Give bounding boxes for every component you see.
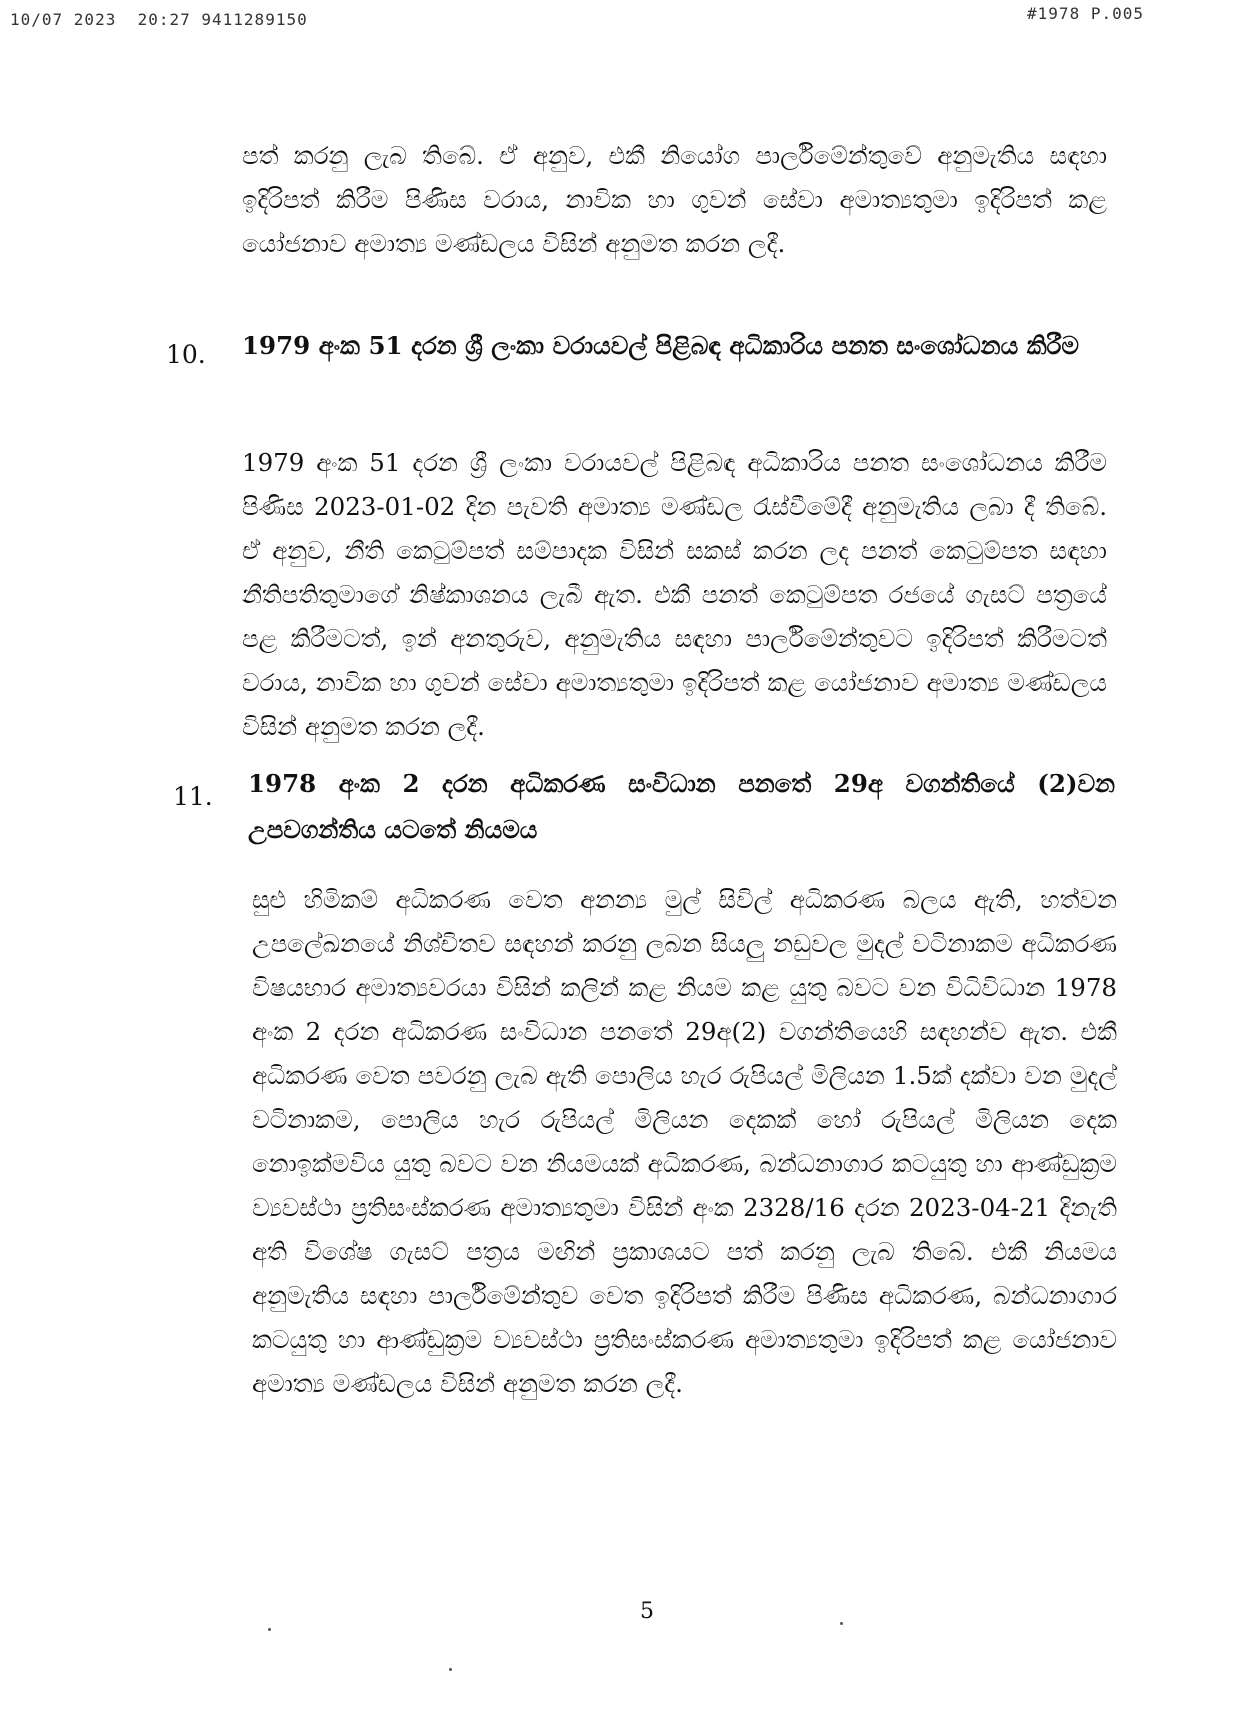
section-11-body: සුළු හිමිකම් අධිකරණ වෙත අනන්‍ය මුල් සිවිල් අධිකරණ බලය ඇති, හත්වන උපලේඛනයේ නිශ්චිතව සඳහන් කරනු ලබන සියලු නඩුවල මුදල් වටිනාකම අධිකරණ විෂයභාර අමාත්‍යවරයා විසින් කලින් කළ නියම කළ යුතු බවට වන විධිවිධාන 1978 අංක 2 දරන අධිකරණ සංවිධාන පනතේ 29අ(2) වගන්තියෙහි සඳහන්ව ඇත. එකී අධිකරණ වෙත පවරනු ලැබ ඇති පොලිය හැර රුපියල් මිලියන 1.5ක් දක්වා වන මුදල් වටිනාකම, පොලිය හැර රුපියල් මිලියන දෙකක් හෝ රුපියල් මිලියන දෙක නොඉක්මවිය යුතු බවට වන නියමයක් අධිකරණ, බන්ධනාගාර කටයුතු හා ආණ්ඩුක්‍රම ව්‍යවස්ථා ප්‍රතිසංස්කරණ අමාත්‍යතුමා විසින් අංක 2328/16 දරන 2023-04-21 දිනැති අති විශේෂ ගැසට් පත්‍රය මඟින් ප්‍රකාශයට පත් කරනු ලැබ තිබේ. එකී නියමය අනුමැතිය සඳහා පාර්ලිමේන්තුව වෙත ඉදිරිපත් කිරීම පිණිස අධිකරණ, බන්ධනාගාර කටයුතු හා ආණ්ඩුක්‍රම ව්‍යවස්ථා ප්‍රතිසංස්කරණ අමාත්‍යතුමා ඉදිරිපත් කළ යෝජනාව අමාත්‍ය මණ්ඩලය විසින් අනුමත කරන ලදී. <box>252 885 1117 1398</box>
continuation-paragraph: පත් කරනු ලැබ තිබේ. ඒ අනුව, එකී නියෝග පාර්ලිමේන්තුවේ අනුමැතිය සඳහා ඉදිරිපත් කිරීම පිණිස වරාය, නාවික හා ගුවන් සේවා අමාත්‍යතුමා ඉදිරිපත් කළ යෝජනාව අමාත්‍ය මණ්ඩලය විසින් අනුමත කරන ලදී. <box>242 141 1107 258</box>
page-number: 5 <box>640 1599 654 1624</box>
section-11-heading: 1978 අංක 2 දරන අධිකරණ සංවිධාන පනතේ 29අ වගන්තියේ (2)වන උපවගන්තිය යටතේ නියමය <box>248 769 1115 844</box>
scan-speck <box>268 1628 271 1631</box>
section-10-heading: 1979 අංක 51 දරන ශ්‍රී ලංකා වරායවල් පිළිබඳ අධිකාරිය පනත සංශෝධනය කිරීම <box>242 331 1080 360</box>
fax-header-timestamp: 10/07 2023 20:27 9411289150 <box>10 10 308 29</box>
fax-header-page-ref: #1978 P.005 <box>1027 4 1144 23</box>
section-10-body: 1979 අංක 51 දරන ශ්‍රී ලංකා වරායවල් පිළිබඳ අධිකාරිය පනත සංශෝධනය කිරීම පිණිස 2023-01-02 දින පැවති අමාත්‍ය මණ්ඩල රැස්වීමේදී අනුමැතිය ලබා දී තිබේ. ඒ අනුව, නීති කෙටුම්පත් සම්පාදක විසින් සකස් කරන ලද පනත් කෙටුම්පත සඳහා නීතිපතිතුමාගේ නිෂ්කාශනය ලැබී ඇත. එකී පනත් කෙටුම්පත රජයේ ගැසට් පත්‍රයේ පළ කිරීමටත්, ඉන් අනතුරුව, අනුමැතිය සඳහා පාර්ලිමේන්තුවට ඉදිරිපත් කිරීමටත් වරාය, නාවික හා ගුවන් සේවා අමාත්‍යතුමා ඉදිරිපත් කළ යෝජනාව අමාත්‍ය මණ්ඩලය විසින් අනුමත කරන ලදී. <box>242 448 1107 741</box>
fax-header <box>0 2 1254 32</box>
scan-speck <box>840 1622 843 1625</box>
scan-speck <box>449 1668 452 1671</box>
section-10-number: 10. <box>166 340 206 369</box>
section-11-number: 11. <box>173 782 213 811</box>
